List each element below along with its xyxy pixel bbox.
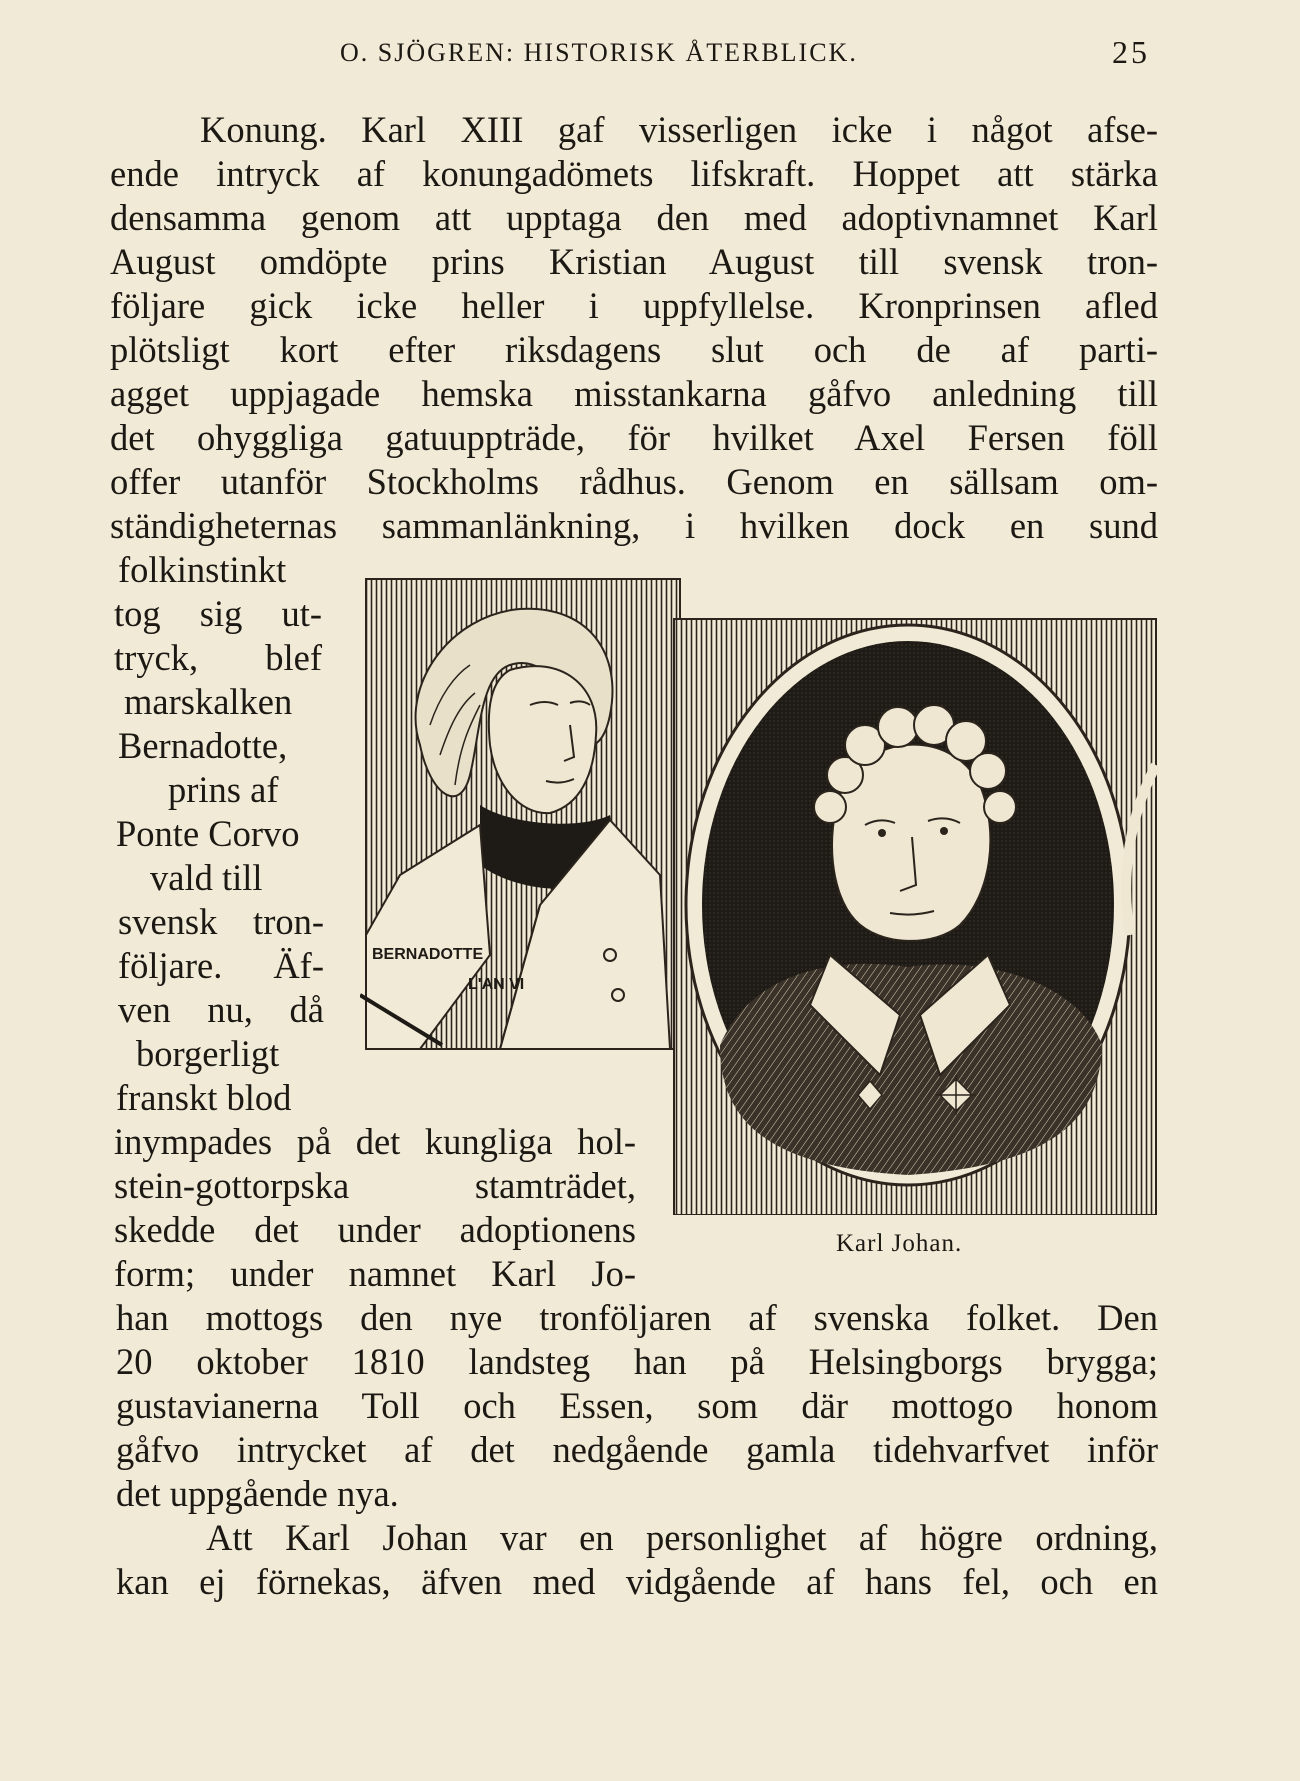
- text-line: densamma genom att upptaga den med adoptivnamnet Karl: [110, 197, 1158, 238]
- text-line: plötsligt kort efter riksdagens slut och de af parti-: [110, 329, 1158, 370]
- text-line: tryck, blef: [114, 637, 322, 678]
- text-line: det ohyggliga gatuuppträde, för hvilket Axel Fersen föll: [110, 417, 1158, 458]
- text-line: ständigheternas sammanlänkning, i hvilken dock en sund: [110, 505, 1158, 546]
- text-line: svensk tron-: [118, 901, 324, 942]
- engraving-svg: [360, 575, 1160, 1215]
- text-line: August omdöpte prins Kristian August till svensk tron-: [110, 241, 1158, 282]
- text-line: Att Karl Johan var en personlighet af högre ordning,: [206, 1517, 1158, 1558]
- portrait-illustration: [360, 575, 1160, 1215]
- text-line: följare. Äf-: [118, 945, 324, 986]
- text-line: ende intryck af konungadömets lifskraft. Hoppet att stärka: [110, 153, 1158, 194]
- text-line: gustavianerna Toll och Essen, som där mottogo honom: [116, 1385, 1158, 1426]
- text-line: agget uppjagade hemska misstankarna gåfvo anledning till: [110, 373, 1158, 414]
- text-line: 20 oktober 1810 landsteg han på Helsingborgs brygga;: [116, 1341, 1158, 1382]
- bernadotte-inset: [360, 579, 680, 1049]
- karl-johan-portrait: [674, 619, 1156, 1215]
- text-line: inympades på det kungliga hol-: [114, 1121, 636, 1162]
- text-line: franskt blod: [116, 1077, 292, 1118]
- bernadotte-label-line1: BERNADOTTE: [372, 946, 484, 963]
- text-line: stein-gottorpska stamträdet,: [114, 1165, 636, 1206]
- text-line: skedde det under adoptionens: [114, 1209, 636, 1250]
- text-line: vald till: [150, 857, 263, 898]
- bernadotte-label-line2: L'AN VI: [468, 976, 525, 993]
- text-line: folkinstinkt: [118, 549, 287, 590]
- text-line: borgerligt: [136, 1033, 280, 1074]
- text-line: Konung. Karl XIII gaf visserligen icke i något afse-: [200, 109, 1158, 150]
- page-number: 25: [1112, 34, 1150, 70]
- text-line: marskalken: [124, 681, 293, 722]
- text-line: gåfvo intrycket af det nedgående gamla tidehvarfvet inför: [116, 1429, 1158, 1470]
- text-line: ven nu, då: [118, 989, 324, 1030]
- figure-caption: Karl Johan.: [836, 1230, 963, 1257]
- running-title: O. SJÖGREN: HISTORISK ÅTERBLICK.: [340, 38, 858, 67]
- text-line: form; under namnet Karl Jo-: [114, 1253, 636, 1294]
- text-line: tog sig ut-: [114, 593, 322, 634]
- text-line: offer utanför Stockholms rådhus. Genom en sällsam om-: [110, 461, 1158, 502]
- text-line: kan ej förnekas, äfven med vidgående af hans fel, och en: [116, 1561, 1158, 1602]
- text-line: Ponte Corvo: [116, 813, 300, 854]
- text-line: följare gick icke heller i uppfyllelse. Kronprinsen afled: [110, 285, 1158, 326]
- text-line: han mottogs den nye tronföljaren af svenska folket. Den: [116, 1297, 1158, 1338]
- text-line: prins af: [168, 769, 279, 810]
- text-line: det uppgående nya.: [116, 1473, 399, 1514]
- text-line: Bernadotte,: [118, 725, 288, 766]
